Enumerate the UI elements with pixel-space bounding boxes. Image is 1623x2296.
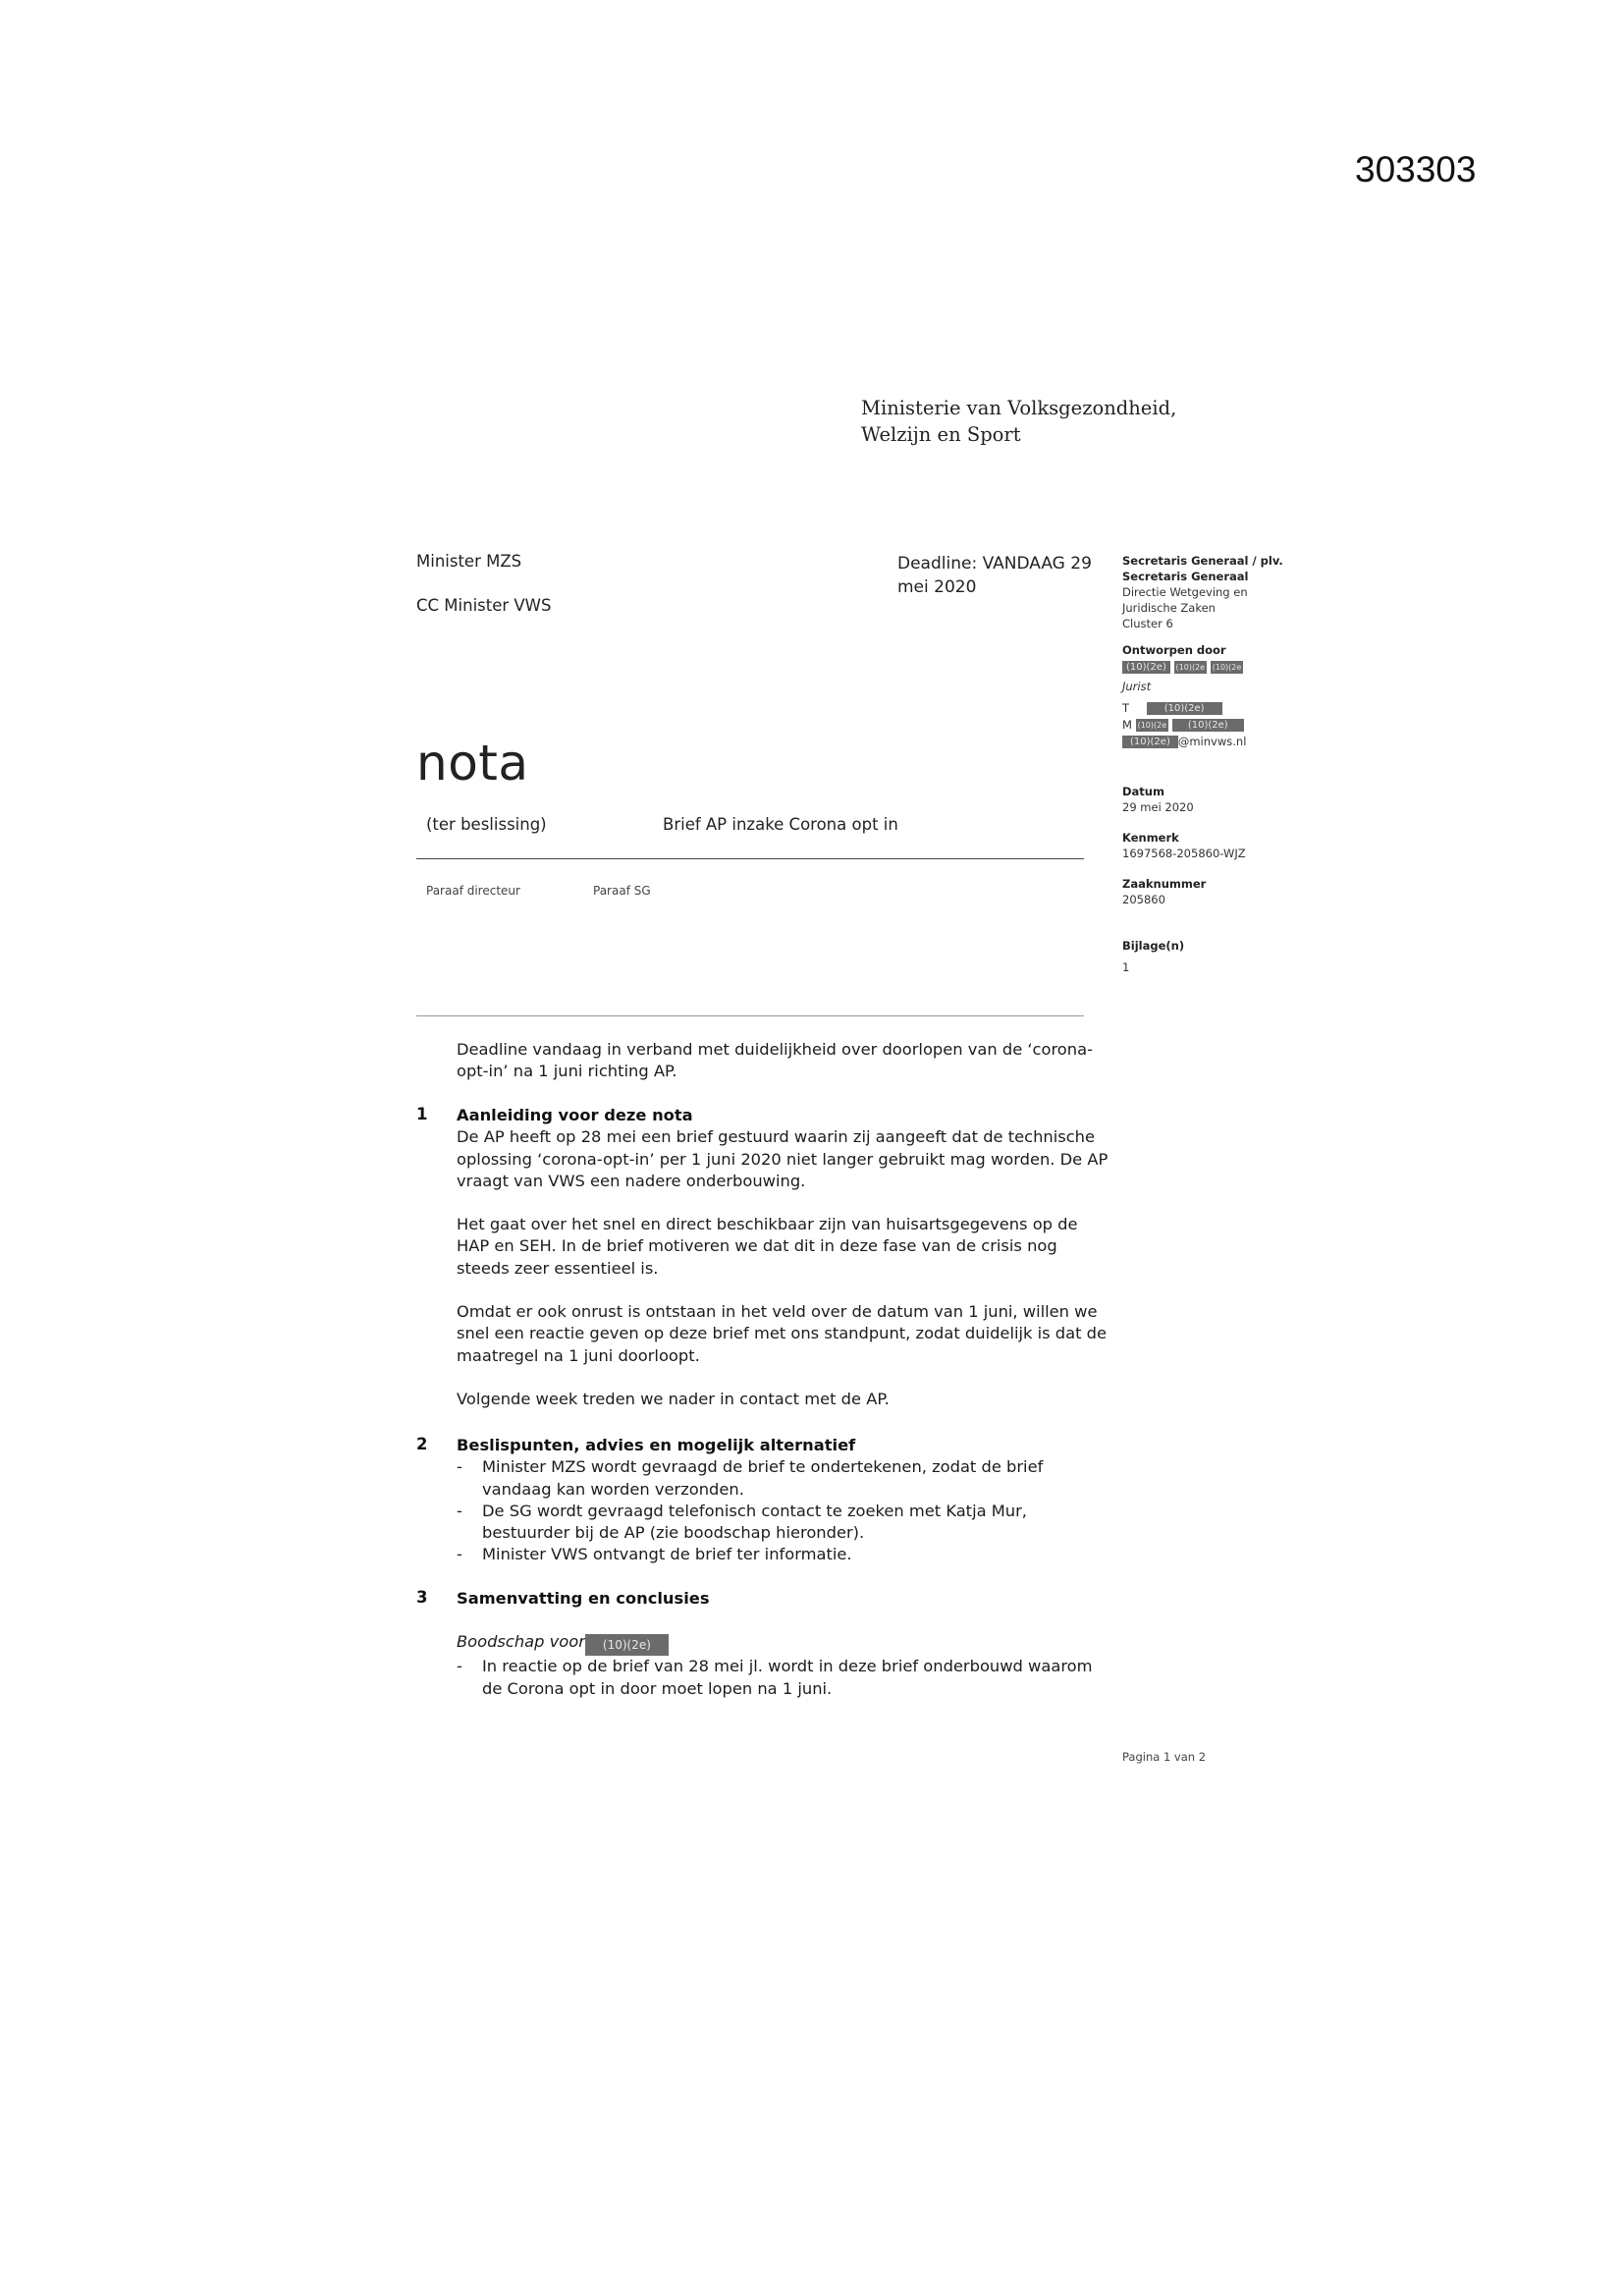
bijlage-value: 1 xyxy=(1122,960,1130,974)
section-heading: Beslispunten, advies en mogelijk alternatief xyxy=(457,1436,856,1454)
paraaf-sg: Paraaf SG xyxy=(593,884,651,898)
section-1 xyxy=(457,1105,1112,1410)
paragraph: Omdat er ook onrust is ontstaan in het veld over de datum van 1 juni, willen we snel een reactie geven op deze brief met ons standpunt, zodat duidelijk is dat de maatregel na 1 juni doorloopt. xyxy=(457,1302,1108,1365)
datum-value: 29 mei 2020 xyxy=(1122,800,1194,814)
decision-list xyxy=(457,1456,1112,1565)
sidebar-date xyxy=(1122,784,1194,815)
kenmerk-label: Kenmerk xyxy=(1122,831,1179,845)
email-suffix: @minvws.nl xyxy=(1177,735,1247,748)
list-item: - In reactie op de brief van 28 mei jl. wordt in deze brief onderbouwd waarom de Corona opt in door moet lopen na 1 juni. xyxy=(457,1656,1112,1700)
document-subject: Brief AP inzake Corona opt in xyxy=(663,815,898,834)
paragraph: Het gaat over het snel en direct beschikbaar zijn van huisartsgegevens op de HAP en SEH. In de brief motiveren we dat dit in deze fase van de crisis nog steeds zeer essentieel is. xyxy=(457,1215,1078,1278)
directorate-line-3: Cluster 6 xyxy=(1122,617,1173,630)
section-3 xyxy=(457,1588,1112,1700)
zaaknummer-value: 205860 xyxy=(1122,893,1165,906)
section-number: 1 xyxy=(416,1105,428,1123)
ministry-line-2: Welzijn en Sport xyxy=(861,423,1021,446)
section-number: 2 xyxy=(416,1435,428,1453)
addressee-minister-mzs: Minister MZS xyxy=(416,552,522,571)
redaction-block: (10)(2e) xyxy=(1172,719,1244,732)
datum-label: Datum xyxy=(1122,785,1164,798)
department-line-1: Secretaris Generaal / plv. xyxy=(1122,554,1283,568)
ontworpen-door-label: Ontworpen door xyxy=(1122,643,1226,657)
sidebar-attachments xyxy=(1122,938,1184,975)
paragraph: De AP heeft op 28 mei een brief gestuurd waarin zij aangeeft dat de technische oplossing ‘corona-opt-in’ per 1 juni 2020 niet langer gebruikt mag worden. De AP vraagt van VWS een nadere onderbouwing. xyxy=(457,1127,1109,1190)
document-title: nota xyxy=(416,735,529,792)
list-item: - Minister MZS wordt gevraagd de brief te ondertekenen, zodat de brief vandaag kan worden verzonden. xyxy=(457,1456,1112,1501)
redaction-block: (10)(2e) xyxy=(1122,736,1178,748)
document-type: (ter beslissing) xyxy=(426,815,547,834)
page-number: Pagina 1 van 2 xyxy=(1122,1750,1207,1764)
mobile-label: M xyxy=(1122,718,1132,732)
list-item: - Minister VWS ontvangt de brief ter informatie. xyxy=(457,1544,1112,1565)
title-divider xyxy=(416,858,1084,859)
sidebar-reference xyxy=(1122,830,1246,861)
paraaf-directeur: Paraaf directeur xyxy=(426,884,520,898)
redaction-block: (10)(2e) xyxy=(1147,702,1222,715)
intro-paragraph: Deadline vandaag in verband met duidelijkheid over doorlopen van de ‘corona-opt-in’ na 1 juni richting AP. xyxy=(457,1040,1093,1081)
author-role: Jurist xyxy=(1122,680,1152,693)
redaction-block: (10)(2e xyxy=(1175,663,1206,672)
list-item: - De SG wordt gevraagd telefonisch contact te zoeken met Katja Mur, bestuurder bij de AP (zie boodschap hieronder). xyxy=(457,1501,1112,1545)
summary-list xyxy=(457,1656,1112,1700)
directorate-line-1: Directie Wetgeving en xyxy=(1122,585,1248,599)
section-number: 3 xyxy=(416,1588,428,1607)
boodschap-label: Boodschap voor xyxy=(457,1632,585,1652)
section-heading: Aanleiding voor deze nota xyxy=(457,1106,693,1124)
zaaknummer-label: Zaaknummer xyxy=(1122,877,1207,891)
paragraph: Volgende week treden we nader in contact met de AP. xyxy=(457,1389,890,1408)
section-heading: Samenvatting en conclusies xyxy=(457,1589,710,1608)
redaction-block: (10)(2e xyxy=(1212,663,1242,672)
redaction-block: (10)(2e xyxy=(1137,721,1167,730)
sidebar-author xyxy=(1122,642,1328,749)
section-2 xyxy=(457,1435,1112,1566)
document-number: 303303 xyxy=(1355,149,1477,190)
ministry-line-1: Ministerie van Volksgezondheid, xyxy=(861,397,1177,419)
directorate-line-2: Juridische Zaken xyxy=(1122,601,1216,615)
sidebar-department xyxy=(1122,553,1319,631)
telephone-label: T xyxy=(1122,701,1130,715)
redaction-block: (10)(2e) xyxy=(585,1634,669,1656)
sidebar-case-number xyxy=(1122,876,1206,907)
kenmerk-value: 1697568-205860-WJZ xyxy=(1122,847,1246,860)
addressee-cc-minister-vws: CC Minister VWS xyxy=(416,596,552,615)
paraaf-divider xyxy=(416,1015,1084,1016)
deadline: Deadline: VANDAAG 29 mei 2020 xyxy=(897,554,1092,597)
bijlage-label: Bijlage(n) xyxy=(1122,939,1185,953)
ministry-logo-text xyxy=(861,395,1176,448)
department-line-2: Secretaris Generaal xyxy=(1122,570,1249,583)
redaction-block: (10)(2e) xyxy=(1122,661,1170,674)
